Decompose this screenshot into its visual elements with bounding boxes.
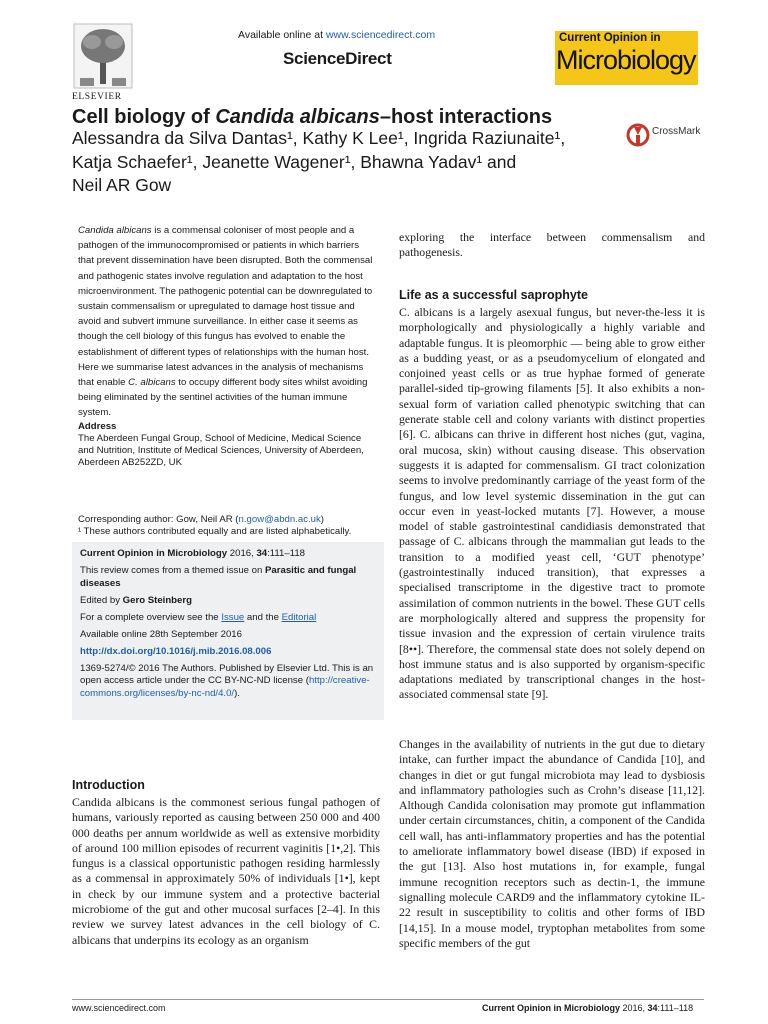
editorial-link[interactable]: Editorial	[281, 611, 317, 623]
elsevier-wordmark: ELSEVIER	[72, 92, 122, 102]
journal-logo-line2: Microbiology	[556, 45, 696, 75]
issue-link[interactable]: Issue	[221, 611, 245, 623]
address-heading: Address	[78, 421, 117, 432]
address-text: The Aberdeen Fungal Group, School of Medicine, Medical Science and Nutrition, Institute of Medical Sciences, University of Aberdeen, Aberdeen AB252ZD, UK	[78, 433, 364, 469]
author-line: Katja Schaefer¹, Jeanette Wagener¹, Bhawna Yadav¹ and	[72, 151, 517, 172]
abstract: Candida albicans is a commensal coloniser of most people and a pathogen of the immunocompromised or patients in which barriers that prevent dissemination have been disrupted. Both the commensal and pathogenic states involve regulation and adaptation to the host microenvironment. The pathogenic potential can be downregulated to sustain commensalism or upregulated to damage host tissue and avoid and subvert immune surveillance. In either case it seems as though the cell biology of this fungus has evolved to enable the establishment of different types of relationships with the human host. Here we summarise latest advances in the analysis of mechanisms that enable C. albicans to occupy different body sites whilst avoiding being eliminated by the sentinel activities of the human immune system.	[78, 225, 373, 419]
overview: For a complete overview see the Issue and the Editorial	[80, 611, 317, 623]
nutrients-paragraph: Changes in the availability of nutrients in the gut due to dietary intake, can further impact the abundance of Candida [10], and changes in diet or gut fungal microbiota may lead to dysbiosis and inflammatory pathologies such as Crohn’s disease [11,12]. Although Candida colonisation may promote gut inflammation under certain circumstances, chitin, a component of the Candida cell wall, has anti-inflammatory properties and has the potential to ameliorate inflammatory bowel disease (IBD) if exposed in the gut [13]. Also host mutations in, for example, fungal immune recognition receptors such as dectin-1, the immune signalling molecule CARD9 and the inflammatory cytokine IL-22 result in susceptibility to colitis and other forms of IBD [14,15]. In a mouse model, tryptophan metabolites from some specific members of the gut	[399, 737, 705, 950]
introduction-body: Candida albicans is the commonest serious fungal pathogen of humans, variously reported as causing between 250 000 and 400 000 deaths per annum worldwide as well as extensive morbidity of around 100 million episodes of recurrent vaginitis [1•,2]. This fungus is a classical opportunistic pathogen residing harmlessly as a commensal in approximately 50% of individuals [1•], kept in check by our immune system and a protective bacterial microbiome of the gut and other mucosal surfaces [2–4]. In this review we survey latest advances in the cell biology of C. albicans that underpins its ecology as an organism	[72, 795, 380, 947]
footer-url[interactable]: www.sciencedirect.com	[72, 1003, 166, 1013]
editor: Edited by Gero Steinberg	[80, 594, 192, 606]
sciencedirect-link[interactable]: www.sciencedirect.com	[325, 29, 436, 41]
email-link[interactable]: n.gow@abdn.ac.uk	[238, 514, 321, 525]
sciencedirect-wordmark: ScienceDirect	[283, 49, 392, 68]
author-note: ¹ These authors contributed equally and are listed alphabetically.	[78, 525, 352, 537]
introduction-heading: Introduction	[72, 778, 145, 792]
right-col-top: exploring the interface between commensalism and pathogenesis.	[399, 230, 705, 260]
elsevier-tree-logo	[72, 22, 134, 92]
article-title: Cell biology of Candida albicans–host interactions	[72, 106, 553, 128]
life-heading: Life as a successful saprophyte	[399, 288, 588, 302]
corresponding-author: Corresponding author: Gow, Neil AR (n.gow@abdn.ac.uk) ¹ These authors contributed equally and are listed alphabetically.	[78, 514, 378, 538]
crossmark-icon[interactable]	[626, 123, 650, 149]
license: 1369-5274/© 2016 The Authors. Published by Elsevier Ltd. This is an open access article under the CC BY-NC-ND license (http://creative-commons.org/licenses/by-nc-nd/4.0/).	[80, 662, 374, 699]
available-online-line: Available online at www.sciencedirect.com	[238, 29, 436, 41]
life-body: C. albicans is a largely asexual fungus, but never-the-less it is morphologically and physiologically a highly variable and adaptable fungus. It is pleomorphic — being able to grow either as a budding yeast, or as a pseudomycelium of elongated and conjoined yeast cells or as true hyphae formed of generate parallel-sided tip-growing filaments [5]. It also exhibits a non-sexual form of variation called phenotypic switching that can generate stable cell and colony variants with distinct properties [6]. C. albicans can thrive in different host niches (gut, vagina, oral mucosa, skin) without causing disease. This observation suggests it is adapted for commensalism. GI tract colonization seems to involve predominantly carriage of the yeast form of the fungus, and low level systemic dissemination in the gut can occur even in yeast-locked mutants [7]. However, a mouse model of stable gastrointestinal candidiasis demonstrated that passage of C. albicans through the mammalian gut leads to the transition to a modified yeast cell, ‘GUT phenotype’ (gastrointestinally induced transition), that expresses a specialised transcriptome in the digestive tract to promote assimilation of common nutrients in the bowel. These GUT cells are morphologically altered and suppress the propensity for tissue invasion and the expression of certain virulence traits [8••]. Therefore, the commensal state does not solely depend on host immune status and is also supported by organism-specific adaptations mediated by transcriptional changes in the host-associated commensal state [9].	[399, 305, 705, 702]
author-list	[72, 127, 632, 198]
footer-rule	[72, 999, 704, 1000]
doi-link[interactable]: http://dx.doi.org/10.1016/j.mib.2016.08.006	[80, 645, 272, 657]
available-date: Available online 28th September 2016	[80, 628, 242, 640]
crossmark-label[interactable]: CrossMark	[652, 126, 701, 137]
citation: Current Opinion in Microbiology 2016, 34:111–118	[80, 548, 306, 559]
author-line: Neil AR Gow	[72, 175, 172, 195]
footer-citation: Current Opinion in Microbiology 2016, 34:111–118	[482, 1003, 694, 1013]
themed-issue: This review comes from a themed issue on Parasitic and fungal diseases	[80, 565, 357, 589]
author-line: Alessandra da Silva Dantas¹, Kathy K Lee¹, Ingrida Raziunaite¹,	[72, 128, 566, 148]
journal-logo-line1: Current Opinion in	[559, 32, 661, 44]
license-link[interactable]: http://creative-commons.org/licenses/by-nc-nd/4.0/	[80, 675, 370, 699]
article-info	[80, 548, 380, 705]
